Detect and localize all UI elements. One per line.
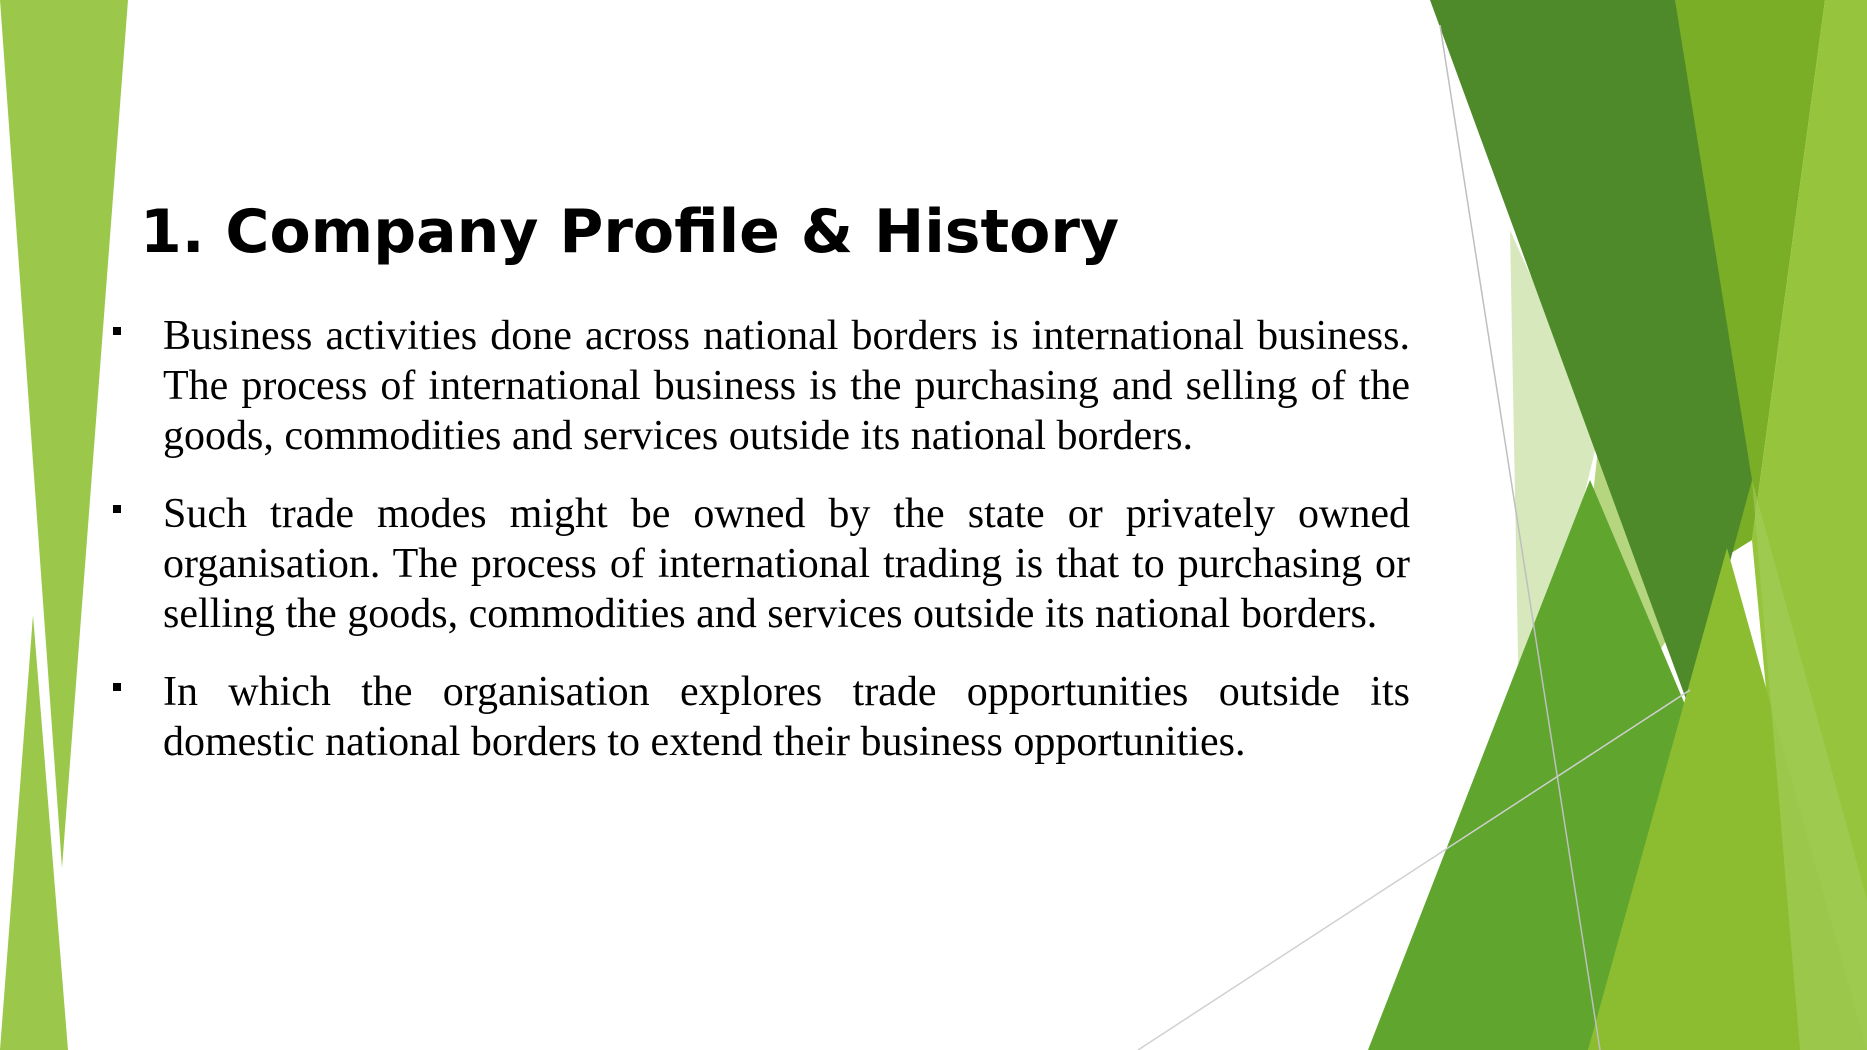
square-bullet-icon	[113, 683, 121, 691]
square-bullet-icon	[113, 505, 121, 513]
bullet-item	[110, 311, 1410, 461]
square-bullet-icon	[113, 327, 121, 335]
bullet-text: Such trade modes might be owned by the state or privately owned organisation. The process of international trading is that to purchasing or selling the goods, commodities and services outside its national borders.	[163, 491, 1410, 637]
bullet-item	[110, 667, 1410, 767]
left-decor-triangle-top	[0, 0, 128, 868]
bullet-text: In which the organisation explores trade opportunities outside its domestic national borders to extend their business opportunities.	[163, 669, 1410, 765]
bullet-list	[110, 311, 1410, 795]
bullet-item	[110, 489, 1410, 639]
slide-title: 1. Company Profile & History	[140, 197, 1120, 267]
bullet-text: Business activities done across national borders is international business. The process of international business is the purchasing and selling of the goods, commodities and services outside its national borders.	[163, 313, 1410, 459]
